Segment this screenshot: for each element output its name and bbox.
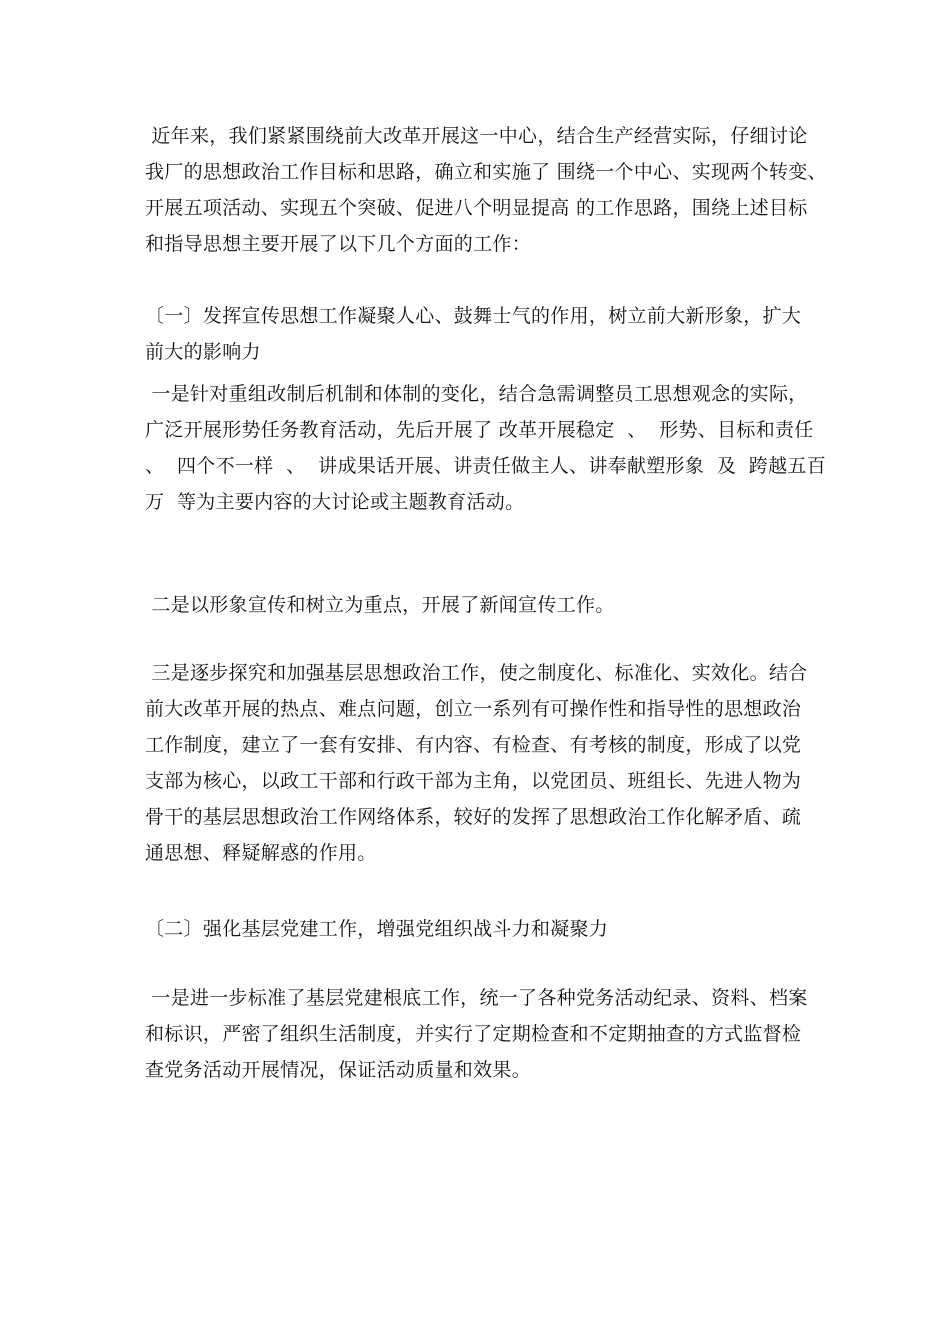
section-heading-2 xyxy=(145,911,815,947)
paragraph-item-2-1 xyxy=(145,980,815,1088)
text-line: 、 四个不一样 、 讲成果话开展、讲责任做主人、讲奉献塑形象 及 跨越五百 xyxy=(145,455,826,477)
text-line: 一是进一步标准了基层党建根底工作，统一了各种党务活动纪录、资料、档案 xyxy=(145,987,808,1009)
text-line: 广泛开展形势任务教育活动，先后开展了 改革开展稳定 、 形势、目标和责任 xyxy=(145,419,814,441)
text-line: 和标识，严密了组织生活制度，并实行了定期检查和不定期抽查的方式监督检 xyxy=(145,1023,802,1045)
paragraph-item-1-3 xyxy=(145,655,815,871)
paragraph-intro xyxy=(145,118,827,262)
text-line: 三是逐步探究和加强基层思想政治工作，使之制度化、标准化、实效化。结合 xyxy=(145,662,808,684)
text-line: 骨干的基层思想政治工作网络体系，较好的发挥了思想政治工作化解矛盾、疏 xyxy=(145,806,802,828)
paragraph-item-1-2 xyxy=(145,587,815,623)
text-line: 万 等为主要内容的大讨论或主题教育活动。 xyxy=(145,491,525,513)
heading-line: 前大的影响力 xyxy=(145,341,261,363)
text-line: 工作制度，建立了一套有安排、有内容、有检查、有考核的制度，形成了以党 xyxy=(145,734,802,756)
heading-line: 〔一〕发挥宣传思想工作凝聚人心、鼓舞士气的作用，树立前大新形象，扩大 xyxy=(145,305,802,327)
paragraph-item-1-1 xyxy=(145,376,826,520)
text-line: 近年来，我们紧紧围绕前大改革开展这一中心，结合生产经营实际，仔细讨论 xyxy=(145,125,808,147)
heading-line: 〔二〕强化基层党建工作，增强党组织战斗力和凝聚力 xyxy=(145,918,609,940)
text-line: 我厂的思想政治工作目标和思路，确立和实施了 围绕一个中心、实现两个转变、 xyxy=(145,161,827,183)
text-line: 一是针对重组改制后机制和体制的变化，结合急需调整员工思想观念的实际， xyxy=(145,383,808,405)
text-line: 开展五项活动、实现五个突破、促进八个明显提高 的工作思路，围绕上述目标 xyxy=(145,197,808,219)
text-line: 通思想、释疑解惑的作用。 xyxy=(145,842,377,864)
text-line: 查党务活动开展情况，保证活动质量和效果。 xyxy=(145,1059,532,1081)
text-line: 支部为核心，以政工干部和行政干部为主角，以党团员、班组长、先进人物为 xyxy=(145,770,802,792)
text-line: 和指导思想主要开展了以下几个方面的工作： xyxy=(145,233,532,255)
text-line: 前大改革开展的热点、难点问题，创立一系列有可操作性和指导性的思想政治 xyxy=(145,698,802,720)
section-heading-1 xyxy=(145,298,815,370)
text-line: 二是以形象宣传和树立为重点，开展了新闻宣传工作。 xyxy=(145,594,615,616)
